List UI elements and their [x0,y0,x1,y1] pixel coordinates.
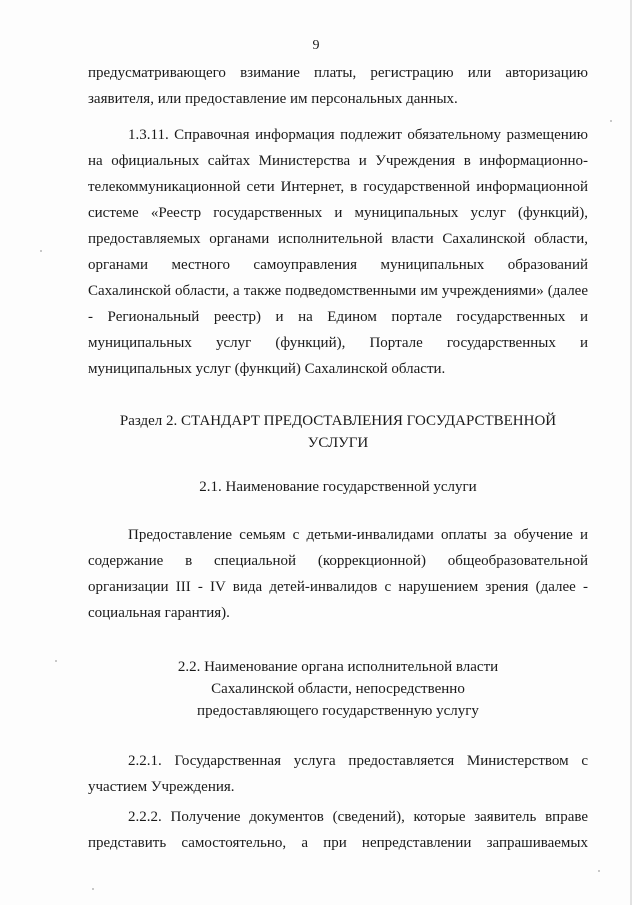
subsection-2-2-title-line1: 2.2. Наименование органа исполнительной власти [177,659,499,675]
scan-speck [40,250,42,252]
paragraph-1-3-11: 1.3.11. Справочная информация подлежит обязательному размещению на официальных сайтах Министерства и Учреждения в информационно-телекоммуникационной сети Интернет, в государственной информационной системе «Реестр государственных и муниципальных услуг (функций), предоставляемых органами исполнительной власти Сахалинской области, органами местного самоуправления муниципальных образований Сахалинской области, а также подведомственными им учреждениями» (далее - Региональный реестр) и на Едином портале государственных и муниципальных услуг (функций), Портале государственных и муниципальных услуг (функций) Сахалинской области. [88,127,588,377]
section-2-title-line2: УСЛУГИ [307,435,369,451]
paragraph-2-2-2: 2.2.2. Получение документов (сведений), которые заявитель вправе представить самостоятельно, а при непредставлении запрашиваемых [88,809,588,851]
subsection-2-1-title: 2.1. Наименование государственной услуги [199,479,477,495]
subsection-2-2-title-line3: предоставляющего государственную услугу [197,703,479,719]
section-2-title [88,410,588,454]
paragraph-intro-continuation: предусматривающего взимание платы, регистрацию или авторизацию заявителя, или предоставление им персональных данных. [88,65,588,107]
subsection-2-2-title [88,656,588,722]
paragraph-2-2-1: 2.2.1. Государственная услуга предоставляется Министерством с участием Учреждения. [88,753,588,795]
subsection-2-2-title-line2: Сахалинской области, непосредственно [211,681,465,697]
section-2-title-line1: Раздел 2. СТАНДАРТ ПРЕДОСТАВЛЕНИЯ ГОСУДАРСТВЕННОЙ [119,413,557,429]
page-number: 9 [312,38,320,53]
scan-speck [55,660,57,662]
paragraph-2-1: Предоставление семьям с детьми-инвалидами оплаты за обучение и содержание в специальной (коррекционной) общеобразовательной организации III - IV вида детей-инвалидов с нарушением зрения (далее - социальная гарантия). [88,527,588,621]
scan-speck [92,888,94,890]
scan-speck [598,870,600,872]
scan-speck [610,120,612,122]
page-content [88,60,588,856]
